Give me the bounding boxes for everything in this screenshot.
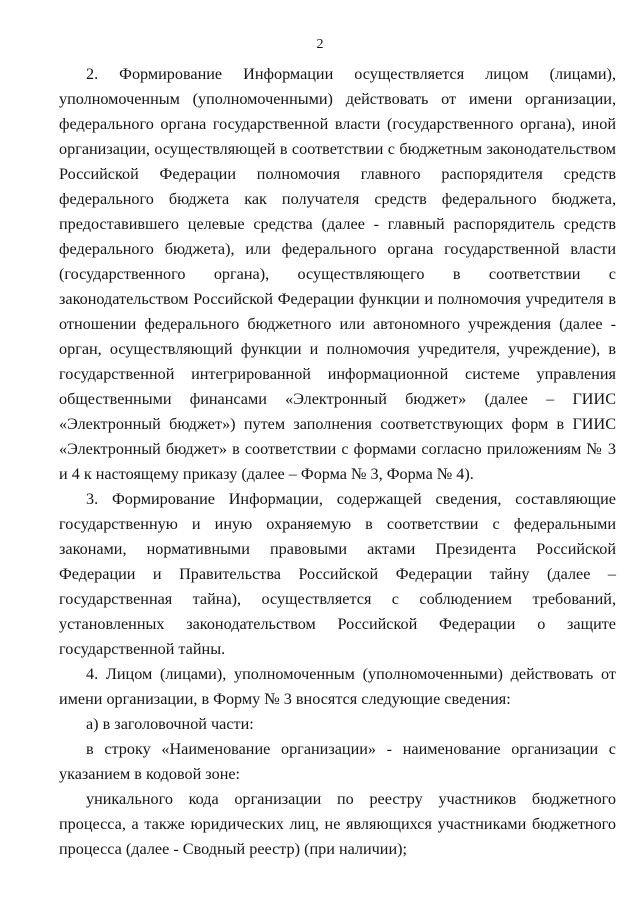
paragraph-4a-header: а) в заголовочной части:	[86, 715, 254, 733]
page-number: 2	[316, 37, 324, 52]
paragraph-org-name-field: в строку «Наименование организации» - наименование организации с указанием в кодовой зоне:	[59, 740, 616, 783]
paragraph-4: 4. Лицом (лицами), уполномоченным (уполномоченными) действовать от имени организации, в Форму № 3 вносятся следующие сведения:	[59, 665, 616, 708]
paragraph-unique-code: уникального кода организации по реестру участников бюджетного процесса, а также юридических лиц, не являющихся участниками бюджетного процесса (далее - Сводный реестр) (при наличии);	[59, 790, 616, 858]
paragraph-2: 2. Формирование Информации осуществляется лицом (лицами), уполномоченным (уполномоченными) действовать от имени организации, федерального органа государственной власти (государственного органа), иной организации, осуществляющей в соответствии с бюджетным законодательством Российской Федерации полномочия главного распорядителя средств федерального бюджета как получателя средств федерального бюджета, предоставившего целевые средства (далее - главный распорядитель средств федерального бюджета), или федерального органа государственной власти (государственного органа), осуществляющего в соответствии с законодательством Российской Федерации функции и полномочия учредителя в отношении федерального бюджетного или автономного учреждения (далее - орган, осуществляющий функции и полномочия учредителя, учреждение), в государственной интегрированной информационной системе управления общественными финансами «Электронный бюджет» (далее – ГИИС «Электронный бюджет») путем заполнения соответствующих форм в ГИИС «Электронный бюджет» в соответствии с формами согласно приложениям № 3 и 4 к настоящему приказу (далее – Форма № 3, Форма № 4).	[59, 65, 616, 483]
document-body	[59, 62, 616, 862]
paragraph-3: 3. Формирование Информации, содержащей сведения, составляющие государственную и иную охраняемую в соответствии с федеральными законами, нормативными правовыми актами Президента Российской Федерации и Правительства Российской Федерации тайну (далее – государственная тайна), осуществляется с соблюдением требований, установленных законодательством Российской Федерации о защите государственной тайны.	[59, 490, 616, 658]
